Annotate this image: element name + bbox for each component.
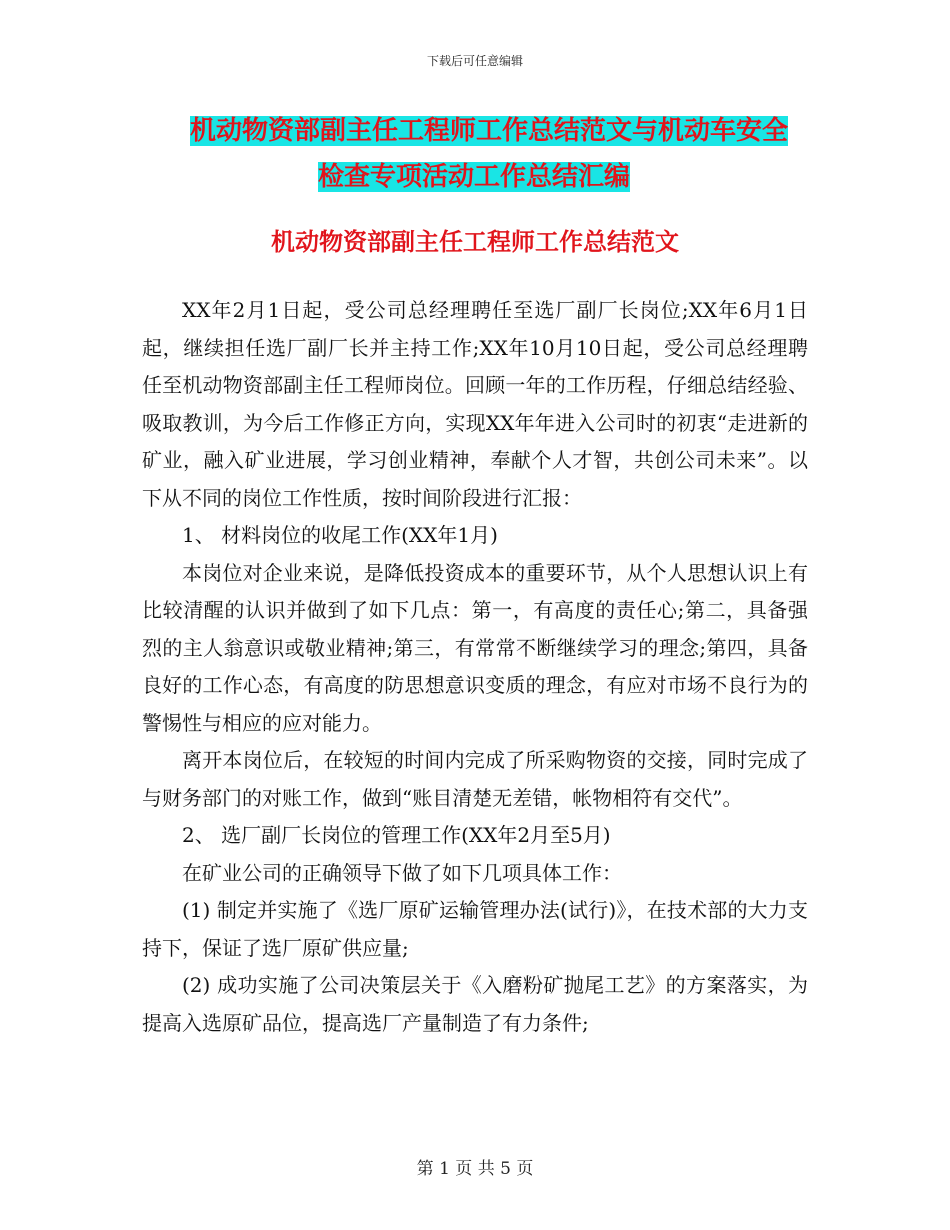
paragraph: (1) 制定并实施了《选厂原矿运输管理办法(试行)》，在技术部的大力支持下，保证了选厂原矿供应量; (142, 898, 808, 960)
paragraph: 1、 材料岗位的收尾工作(XX年1月) (182, 523, 498, 547)
document-body (142, 292, 808, 1042)
page-header: 下载后可任意编辑 (426, 54, 523, 68)
paragraph: (2) 成功实施了公司决策层关于《入磨粉矿抛尾工艺》的方案落实，为提高入选原矿品位，提高选厂产量制造了有力条件; (142, 973, 808, 1035)
section-title: 机动物资部副主任工程师工作总结范文 (271, 228, 679, 256)
paragraph: 本岗位对企业来说，是降低投资成本的重要环节，从个人思想认识上有比较清醒的认识并做到了如下几点：第一，有高度的责任心;第二，具备强烈的主人翁意识或敬业精神;第三，有常常不断继续学习的理念;第四，具备良好的工作心态，有高度的防思想意识变质的理念，有应对市场不良行为的警惕性与相应的应对能力。 (142, 560, 808, 735)
paragraph: 2、 选厂副厂长岗位的管理工作(XX年2月至5月) (182, 823, 611, 847)
document-title (190, 108, 810, 200)
title-line-1: 机动物资部副主任工程师工作总结范文与机动车安全 (190, 116, 789, 146)
paragraph: XX年2月1日起，受公司总经理聘任至选厂副厂长岗位;XX年6月1日起，继续担任选厂副厂长并主持工作;XX年10月10日起，受公司总经理聘任至机动物资部副主任工程师岗位。回顾一年的工作历程，仔细总结经验、吸取教训，为今后工作修正方向，实现XX年年进入公司时的初衷“走进新的矿业，融入矿业进展，学习创业精神，奉献个人才智，共创公司未来”。以下从不同的岗位工作性质，按时间阶段进行汇报： (142, 298, 808, 510)
paragraph: 离开本岗位后，在较短的时间内完成了所采购物资的交接，同时完成了与财务部门的对账工作，做到“账目清楚无差错，帐物相符有交代”。 (142, 748, 808, 810)
title-line-2: 检查专项活动工作总结汇编 (318, 162, 631, 192)
page-footer: 第 1 页 共 5 页 (416, 1159, 534, 1179)
paragraph: 在矿业公司的正确领导下做了如下几项具体工作： (182, 860, 622, 885)
